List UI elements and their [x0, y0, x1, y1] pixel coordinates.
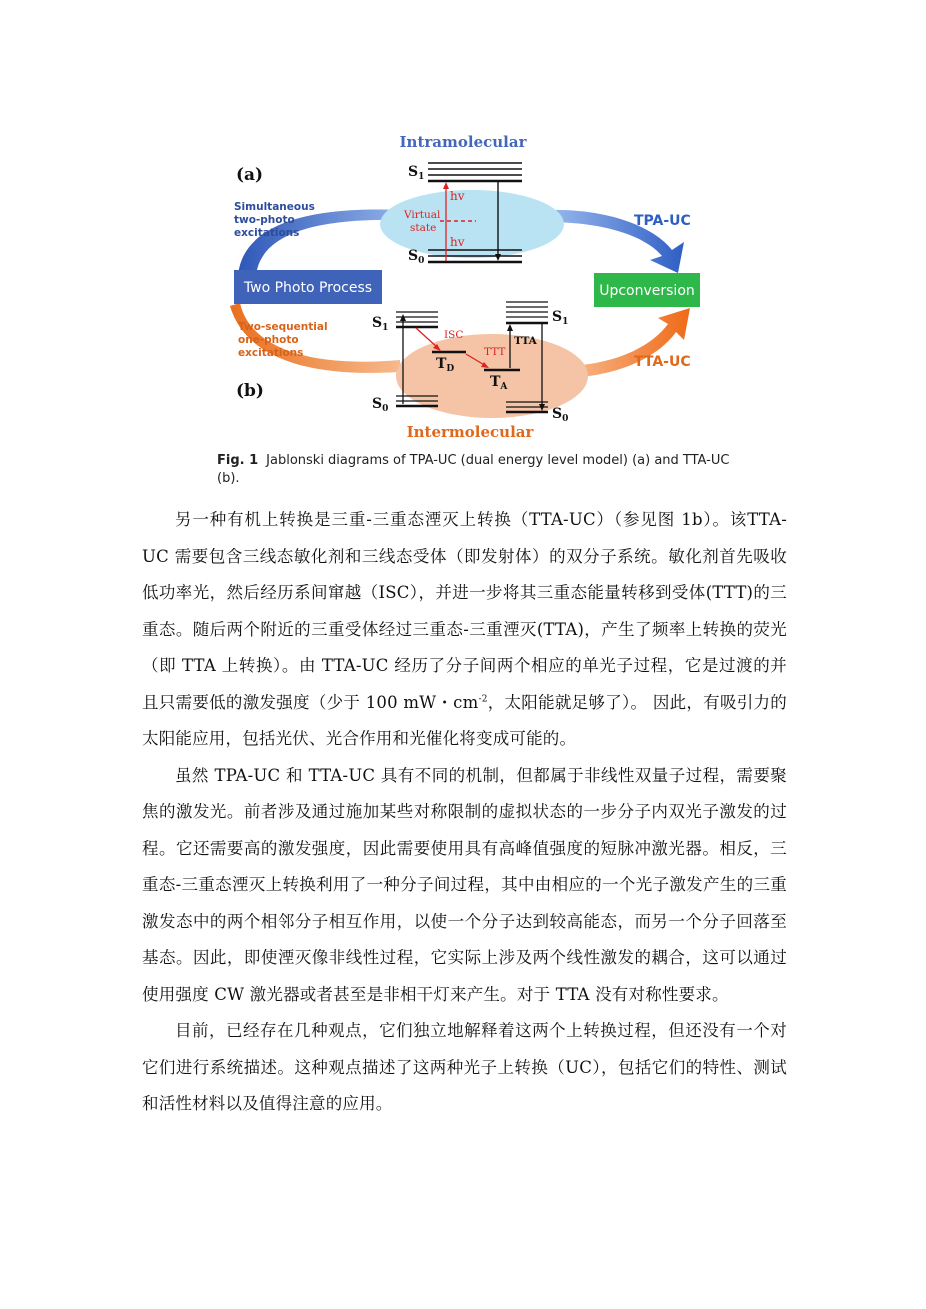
two-photo-process-label: Two Photo Process	[243, 280, 373, 296]
s1-label-b-left: $S_1$	[372, 315, 389, 333]
paragraph-1	[142, 502, 787, 758]
intramolecular-title: Intramolecular	[399, 133, 527, 151]
figure-caption-label: Fig. 1	[217, 453, 259, 468]
hv-bottom-label: hv	[450, 235, 465, 249]
panel-label-a: (a)	[236, 165, 264, 185]
figure-caption-text: Jablonski diagrams of TPA-UC (dual energy level model) (a) and TTA-UC (b).	[217, 453, 730, 486]
figure-caption	[217, 452, 737, 488]
sequential-line-1: Two-sequential	[238, 321, 328, 333]
sequential-line-3: excitations	[238, 347, 304, 359]
jablonski-figure	[210, 128, 730, 446]
sequential-line-2: one-photo	[238, 334, 299, 346]
td-label: $T_D$	[436, 356, 455, 374]
tta-label: TTA	[514, 335, 537, 347]
paragraph-1-superscript: -2	[478, 694, 488, 704]
simultaneous-line-1: Simultaneous	[234, 201, 315, 213]
paragraph-2: 虽然 TPA-UC 和 TTA-UC 具有不同的机制，但都属于非线性双量子过程，需要聚焦的激发光。前者涉及通过施加某些对称限制的虚拟状态的一步分子内双光子激发的过程。它还需要高的激发强度，因此需要使用具有高峰值强度的短脉冲激光器。相反，三重态-三重态湮灭上转换利用了一种分子间过程，其中由相应的一个光子激发产生的三重激发态中的两个相邻分子相互作用，以使一个分子达到较高能态，而另一个分子回落至基态。因此，即使湮灭像非线性过程，它实际上涉及两个线性激发的耦合，这可以通过使用强度 CW 激光器或者甚至是非相干灯来产生。对于 TTA 没有对称性要求。	[142, 765, 787, 1004]
tpa-uc-label: TPA-UC	[634, 213, 691, 229]
isc-label: ISC	[444, 329, 464, 341]
intermolecular-title: Intermolecular	[406, 423, 534, 441]
ttt-label: TTT	[484, 346, 506, 358]
paragraph-1-part-b: ，太阳能就足够了）。 因此，有吸引力的太阳能应用，包括光伏、光合作用和光催化将变成可能的。	[142, 692, 788, 748]
panel-label-b: (b)	[236, 381, 264, 401]
s0-label-b-left: $S_0$	[372, 396, 389, 414]
paragraph-3: 目前，已经存在几种观点，它们独立地解释着这两个上转换过程，但还没有一个对它们进行系统描述。这种观点描述了这两种光子上转换（UC），包括它们的特性、测试和活性材料以及值得注意的应用。	[142, 1021, 787, 1113]
virtual-state-line-1: Virtual	[404, 209, 441, 221]
ta-label: $T_A$	[490, 374, 508, 392]
s0-label-a: $S_0$	[408, 248, 425, 266]
upconversion-label: Upconversion	[599, 283, 695, 299]
body-text	[142, 502, 787, 1123]
s0-label-b-right: $S_0$	[552, 406, 569, 424]
s1-label-b-right: $S_1$	[552, 309, 569, 327]
virtual-state-line-2: state	[410, 222, 437, 234]
tta-uc-label: TTA-UC	[634, 354, 691, 370]
paragraph-1-part-a: 另一种有机上转换是三重-三重态湮灭上转换（TTA-UC）（参见图 1b）。该TTA-UC 需要包含三线态敏化剂和三线态受体（即发射体）的双分子系统。敏化剂首先吸收低功率光，然后经历系间窜越（ISC），并进一步将其三重态能量转移到受体(TTT)的三重态。随后两个附近的三重受体经过三重态-三重湮灭(TTA)，产生了频率上转换的荧光（即 TTA 上转换）。由 TTA-UC 经历了分子间两个相应的单光子过程，它是过渡的并且只需要低的激发强度（少于 100 mW・cm	[142, 510, 787, 712]
simultaneous-line-3: excitations	[234, 227, 300, 239]
s1-label-a: $S_1$	[408, 164, 425, 182]
hv-top-label: hv	[450, 189, 465, 203]
simultaneous-line-2: two-photo	[234, 214, 295, 226]
